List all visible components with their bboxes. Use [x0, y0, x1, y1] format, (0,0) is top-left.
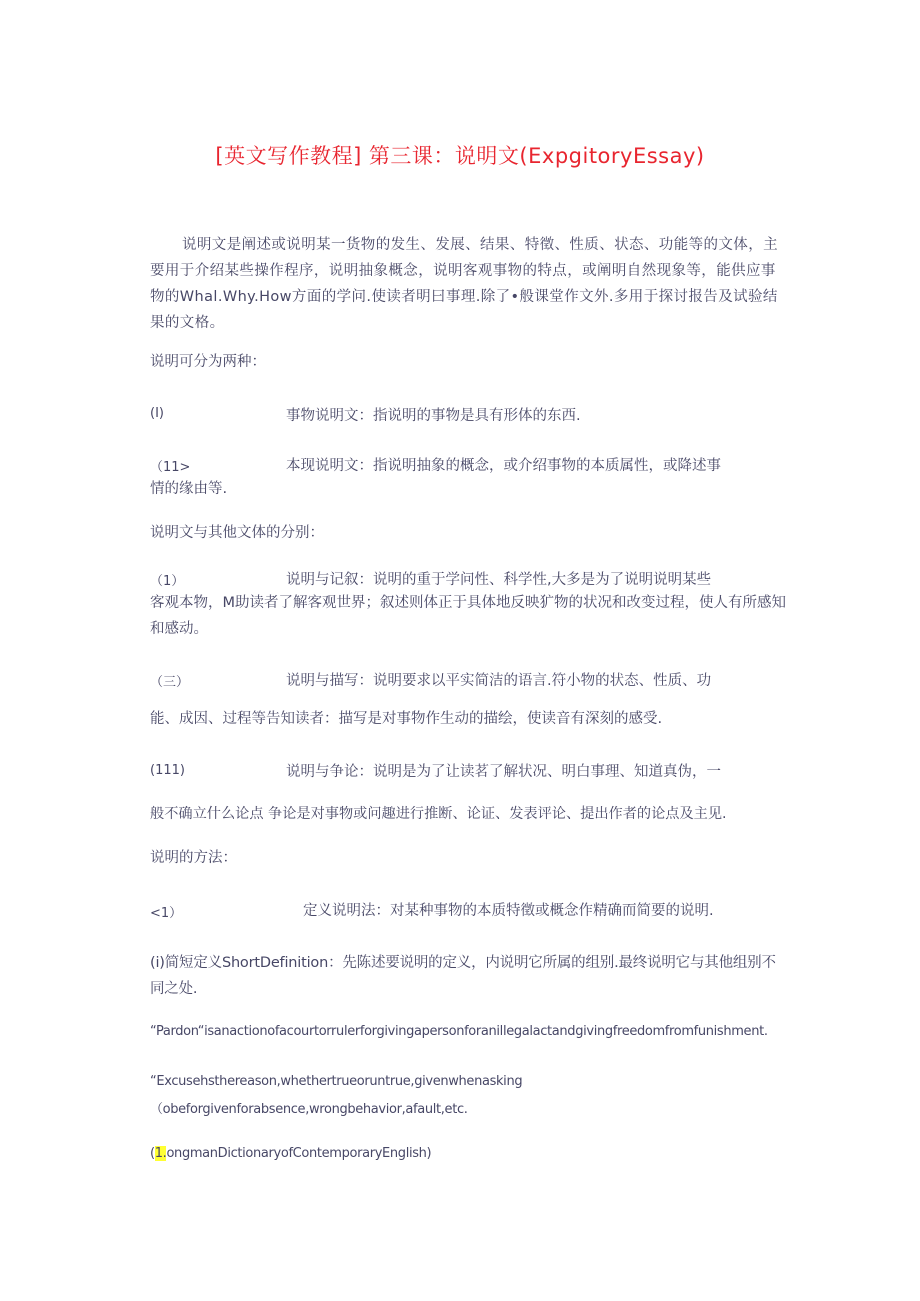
diff-2-continuation: 能、成因、过程等告知读者：描写是对事物作生动的描绘，使读音有深刻的感受.	[150, 711, 663, 727]
type-2-marker: （11>	[150, 460, 191, 475]
dictionary-source	[150, 1140, 790, 1168]
types-heading: 说明可分为两种：	[150, 354, 266, 370]
type-1-marker: (I)	[150, 406, 164, 421]
source-text: ongmanDictionaryofContemporaryEnglish)	[166, 1146, 432, 1161]
short-definition-paragraph: (i)简短定义ShortDefinition：先陈述要说明的定义，内说明它所属的组别.最终说明它与其他组别不同之处.	[150, 955, 776, 997]
diff-2-marker: （三）	[150, 675, 190, 690]
diff-3-marker: (111)	[150, 763, 185, 778]
diff-3-first-line: 说明与争论：说明是为了让读茗了解状况、明白事理、知道真伪，一	[286, 764, 721, 780]
example-pardon: “Pardon“isanactionofacourtorrulerforgivingapersonforanillegalactandgivingfreedomfromfunishment.	[150, 1024, 768, 1039]
type-1-text: 事物说明文：指说明的事物是具有形体的东西.	[286, 408, 581, 424]
diff-1-continuation: 客观本物，M助读者了解客观世界；叙述则体正于具体地反映犷物的状况和改变过程，使人有所感知和感动。	[150, 595, 787, 637]
difference-heading: 说明文与其他文体的分别：	[150, 525, 324, 541]
example-excuse: “Excusehsthereason,whethertrueoruntrue,givenwhenasking（obeforgivenforabsence,wrongbehavior,afault,etc.	[150, 1074, 523, 1117]
diff-3-continuation: 般不确立什么论点 争论是对事物或问趣进行推断、论证、发表评论、提出作者的论点及主见.	[150, 806, 727, 822]
method-1-marker: <1）	[150, 906, 183, 921]
diff-2-first-line: 说明与描写：说明要求以平实简洁的语言.符小物的状态、性质、功	[286, 673, 712, 689]
type-2-continuation: 情的缘由等.	[150, 481, 228, 497]
diff-1-marker: （1）	[150, 574, 185, 589]
source-open-paren: (	[150, 1146, 155, 1161]
intro-paragraph: 说明文是阐述或说明某一货物的发生、发展、结果、特徵、性质、状态、功能等的文体，主要用于介绍某些操作程序，说明抽象概念，说明客观事物的特点，或阐明自然现象等，能供应事物的Whal.Why.How方面的学问.使读者明曰事理.除了•般课堂作文外.多用于探讨报告及试验结果的文格。	[150, 237, 778, 331]
source-highlight: 1.	[154, 1146, 167, 1161]
diff-1-first-line: 说明与记叙：说明的重于学问性、科学性,大多是为了说明说明某些	[286, 572, 712, 588]
type-2-text: 本现说明文：指说明抽象的概念，或介绍事物的本质属性，或降述事	[286, 458, 721, 474]
document-title: [英文写作教程] 第三课：说明文(ExpgitoryEssay)	[215, 144, 705, 168]
method-1-text: 定义说明法：对某种事物的本质特徵或概念作精确而简要的说明.	[303, 903, 714, 919]
method-heading: 说明的方法：	[150, 850, 237, 866]
